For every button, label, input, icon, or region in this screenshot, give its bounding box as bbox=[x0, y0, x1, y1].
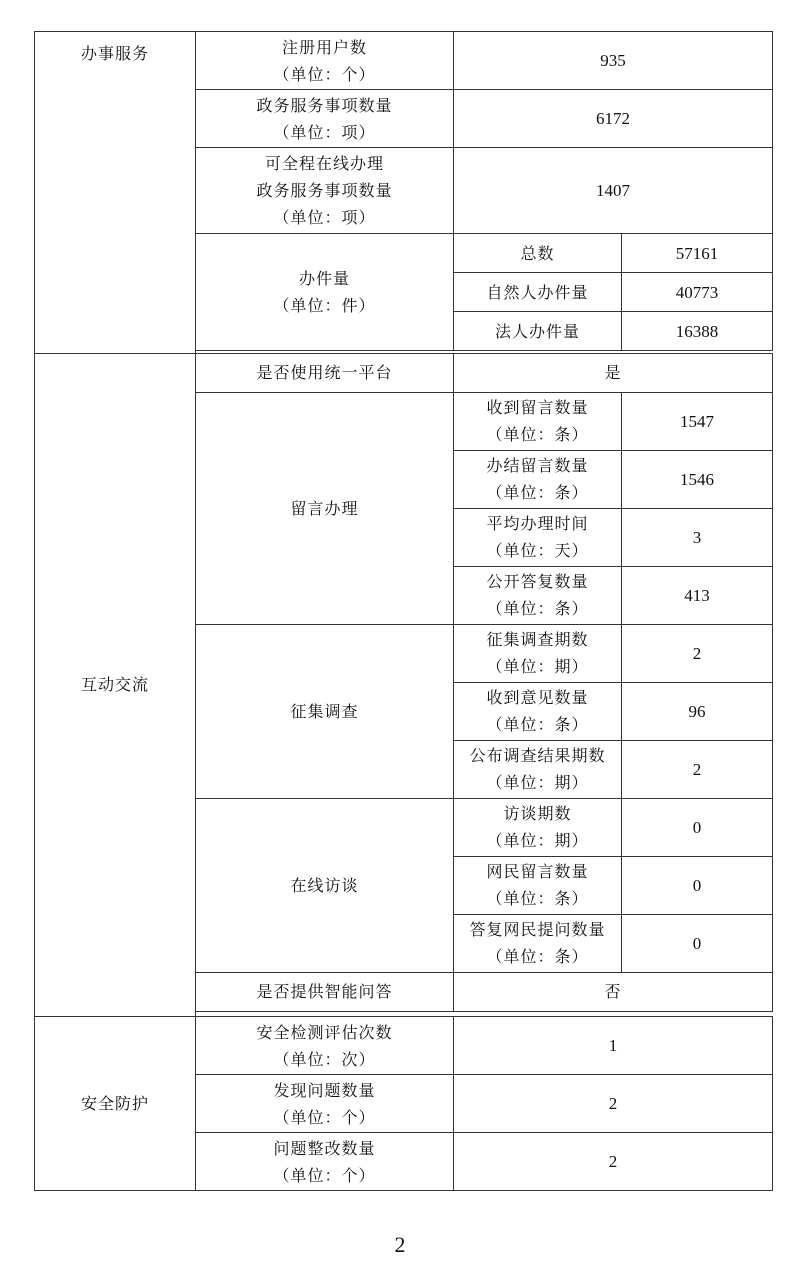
page-number: 2 bbox=[394, 1232, 406, 1257]
government-website-stats-table bbox=[34, 31, 773, 1191]
survey-label: 征集调查 bbox=[196, 624, 454, 798]
sub-value: 57161 bbox=[622, 234, 773, 273]
row-value: 1407 bbox=[454, 148, 773, 234]
sub-label: 收到意见数量 （单位：条） bbox=[454, 682, 622, 740]
row-value: 否 bbox=[454, 972, 773, 1011]
section-interaction-title: 互动交流 bbox=[35, 353, 196, 1016]
sub-label: 自然人办件量 bbox=[454, 273, 622, 312]
row-value: 2 bbox=[454, 1133, 773, 1191]
sub-value: 1546 bbox=[622, 450, 773, 508]
sub-label: 总数 bbox=[454, 234, 622, 273]
row-value: 6172 bbox=[454, 90, 773, 148]
row-label: 是否使用统一平台 bbox=[196, 353, 454, 392]
sub-label: 收到留言数量 （单位：条） bbox=[454, 392, 622, 450]
sub-value: 0 bbox=[622, 798, 773, 856]
row-value: 1 bbox=[454, 1017, 773, 1075]
sub-value: 0 bbox=[622, 914, 773, 972]
row-value: 是 bbox=[454, 353, 773, 392]
sub-label: 办结留言数量 （单位：条） bbox=[454, 450, 622, 508]
messages-label: 留言办理 bbox=[196, 392, 454, 624]
sub-label: 网民留言数量 （单位：条） bbox=[454, 856, 622, 914]
section-service-title: 办事服务 bbox=[35, 32, 196, 354]
section-security-title: 安全防护 bbox=[35, 1017, 196, 1191]
row-label: 是否提供智能问答 bbox=[196, 972, 454, 1011]
row-label: 可全程在线办理 政务服务事项数量 （单位：项） bbox=[196, 148, 454, 234]
sub-value: 40773 bbox=[622, 273, 773, 312]
sub-value: 0 bbox=[622, 856, 773, 914]
sub-label: 公开答复数量 （单位：条） bbox=[454, 566, 622, 624]
sub-label: 访谈期数 （单位：期） bbox=[454, 798, 622, 856]
row-label: 注册用户数 （单位：个） bbox=[196, 32, 454, 90]
sub-value: 2 bbox=[622, 624, 773, 682]
row-label: 安全检测评估次数 （单位：次） bbox=[196, 1017, 454, 1075]
sub-label: 平均办理时间 （单位：天） bbox=[454, 508, 622, 566]
table-row bbox=[35, 32, 773, 90]
report-sheet bbox=[34, 31, 772, 1191]
sub-value: 16388 bbox=[622, 312, 773, 351]
table-row bbox=[35, 353, 773, 392]
sub-label: 征集调查期数 （单位：期） bbox=[454, 624, 622, 682]
row-label: 发现问题数量 （单位：个） bbox=[196, 1075, 454, 1133]
row-label: 问题整改数量 （单位：个） bbox=[196, 1133, 454, 1191]
sub-value: 2 bbox=[622, 740, 773, 798]
row-value: 935 bbox=[454, 32, 773, 90]
sub-label: 公布调查结果期数 （单位：期） bbox=[454, 740, 622, 798]
table-row bbox=[35, 1017, 773, 1075]
sub-value: 96 bbox=[622, 682, 773, 740]
sub-value: 3 bbox=[622, 508, 773, 566]
sub-label: 答复网民提问数量 （单位：条） bbox=[454, 914, 622, 972]
sub-value: 413 bbox=[622, 566, 773, 624]
row-label: 政务服务事项数量 （单位：项） bbox=[196, 90, 454, 148]
cases-label: 办件量 （单位：件） bbox=[196, 234, 454, 351]
interview-label: 在线访谈 bbox=[196, 798, 454, 972]
sub-label: 法人办件量 bbox=[454, 312, 622, 351]
sub-value: 1547 bbox=[622, 392, 773, 450]
row-value: 2 bbox=[454, 1075, 773, 1133]
